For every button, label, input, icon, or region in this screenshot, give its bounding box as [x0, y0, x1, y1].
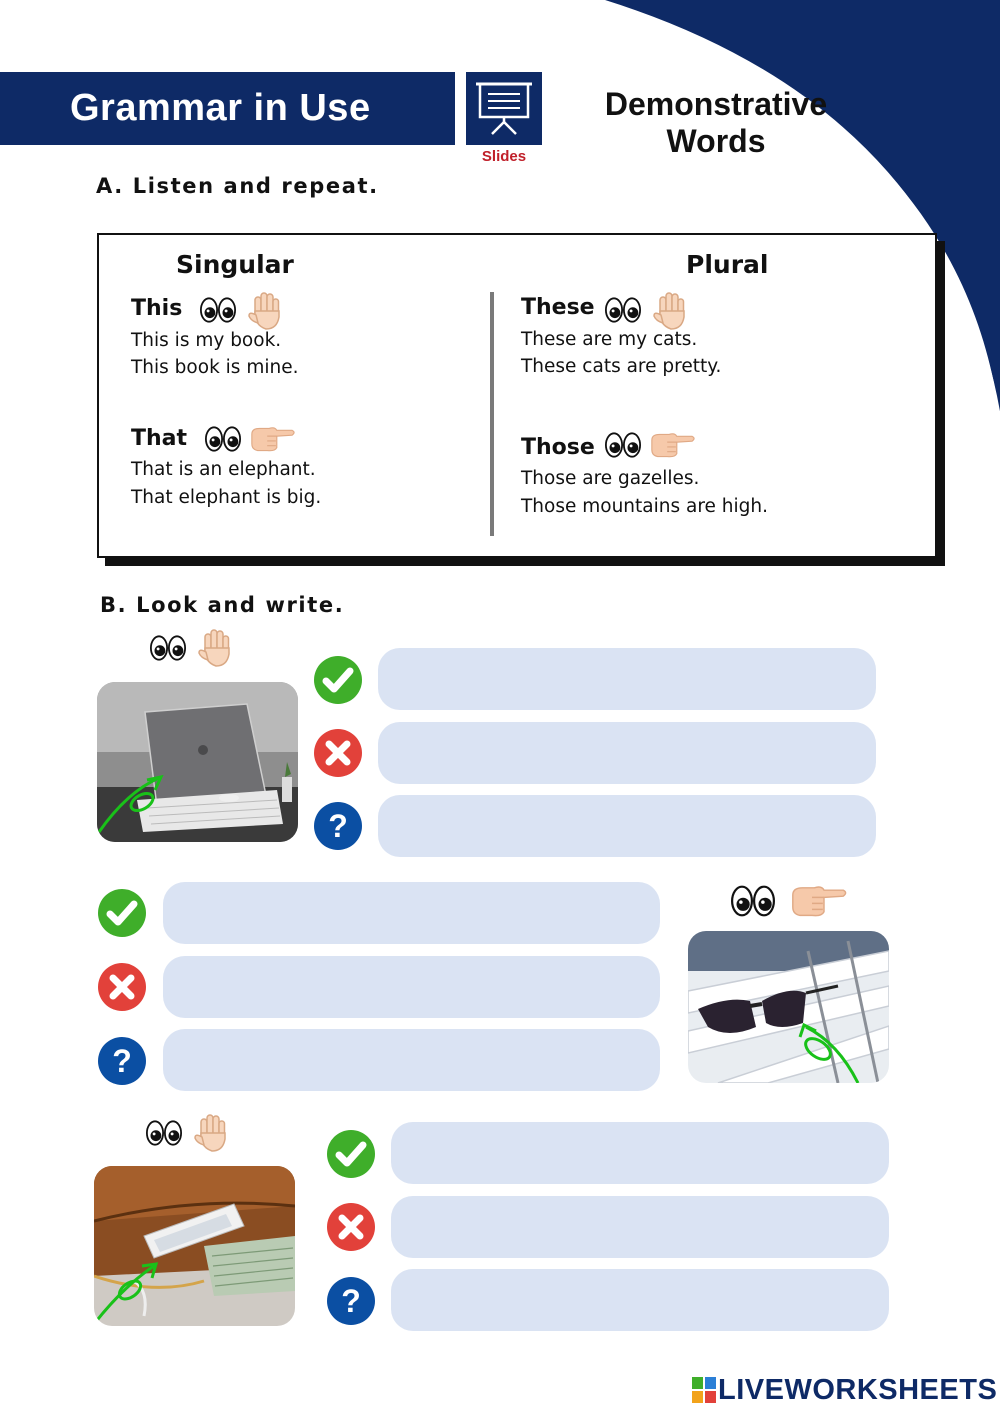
plural-heading: Plural [686, 250, 769, 279]
answer-negative-1[interactable] [378, 722, 876, 784]
grammar-table [97, 233, 937, 558]
question-icon [313, 801, 363, 851]
that-example-1: That is an elephant. [131, 459, 316, 480]
eyes-icon [605, 431, 641, 459]
word-these: These [521, 295, 595, 320]
eyes-icon [150, 634, 186, 662]
liveworksheets-logo [692, 1374, 997, 1406]
section-a-heading: A. Listen and repeat. [96, 174, 379, 198]
eyes-icon [200, 296, 236, 324]
answer-negative-3[interactable] [391, 1196, 889, 1258]
open-hand-icon [246, 291, 286, 331]
slides-button[interactable] [466, 72, 542, 145]
word-those: Those [521, 435, 595, 460]
title-line-1: Demonstrative [604, 86, 828, 122]
those-example-2: Those mountains are high. [521, 496, 769, 517]
eyes-icon [146, 1119, 182, 1147]
answer-question-3[interactable] [391, 1269, 889, 1331]
answer-question-1[interactable] [378, 795, 876, 857]
singular-heading: Singular [176, 250, 294, 279]
title-line-2: Words [666, 123, 766, 159]
those-example-1: Those are gazelles. [521, 468, 700, 489]
eyes-icon [605, 296, 641, 324]
answer-affirmative-3[interactable] [391, 1122, 889, 1184]
slides-label[interactable]: Slides [481, 148, 527, 165]
open-hand-icon [192, 1113, 232, 1153]
cross-icon [97, 962, 147, 1012]
pointing-hand-icon [648, 430, 696, 460]
wallet-photo [94, 1166, 295, 1326]
answer-question-2[interactable] [163, 1029, 660, 1091]
question-icon [326, 1276, 376, 1326]
this-example-2: This book is mine. [131, 357, 299, 378]
this-example-1: This is my book. [131, 330, 282, 351]
sunglasses-photo [688, 931, 889, 1083]
page-title [586, 86, 846, 160]
pointing-hand-icon [248, 424, 296, 454]
open-hand-icon [196, 628, 236, 668]
open-hand-icon [651, 291, 691, 331]
laptop-photo [97, 682, 298, 842]
that-example-2: That elephant is big. [131, 487, 322, 508]
liveworksheets-mark-icon [692, 1377, 716, 1403]
presentation-board-icon [466, 72, 542, 145]
column-divider [490, 292, 494, 536]
answer-negative-2[interactable] [163, 956, 660, 1018]
answer-affirmative-1[interactable] [378, 648, 876, 710]
cross-icon [313, 728, 363, 778]
check-icon [313, 655, 363, 705]
word-that: That [131, 426, 188, 451]
question-icon [97, 1036, 147, 1086]
logo-text: LIVEWORKSHEETS [718, 1374, 998, 1406]
eyes-icon [205, 425, 241, 453]
answer-affirmative-2[interactable] [163, 882, 660, 944]
check-icon [326, 1129, 376, 1179]
word-this: This [131, 296, 183, 321]
check-icon [97, 888, 147, 938]
eyes-icon [731, 884, 775, 918]
section-b-heading: B. Look and write. [100, 593, 345, 617]
pointing-hand-icon [788, 883, 848, 919]
these-example-1: These are my cats. [521, 329, 698, 350]
cross-icon [326, 1202, 376, 1252]
these-example-2: These cats are pretty. [521, 356, 722, 377]
banner-title: Grammar in Use [0, 72, 455, 145]
